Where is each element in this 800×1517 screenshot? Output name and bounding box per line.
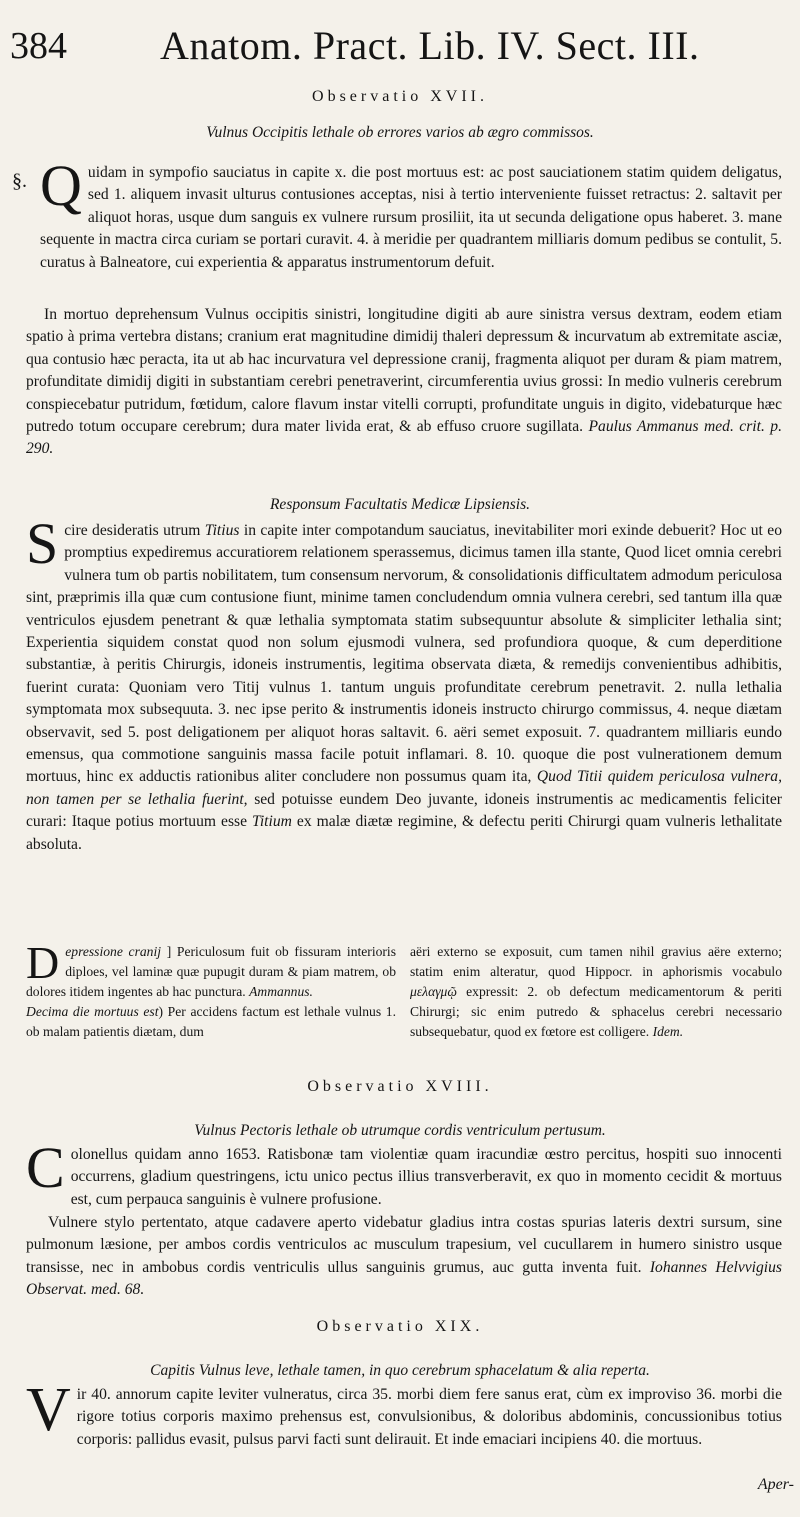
drop-cap: S [26,511,59,576]
paragraph-text: In mortuo deprehensum Vulnus occipitis sinistri, longitudine digiti ab aure sinistra versus dextram, eodem etiam spatio à prima vertebra distans; cranium erat magnitudine dimidij thaleri depressum & incurvatum ab extremitate asciæ, qua contusio hæc peracta, ita ut ab hac incurvatura vel depressione cranij, fragmenta aliquot per duram & piam matrem, profunditate dimidij digiti in substantiam cerebri penetraverint, circumferentia uvius grossi: In medio vulneris cerebrum conspiecebatur putridum, fœtidum, calore flavum instar vitelli corrupti, profunditate unguis in digito, videbaturque hæc putredo totum occupare cerebrum; dura mater livida erat, & ab effuso cruore sugillata. [26,306,782,436]
observation-17-paragraph-1 [40,153,782,274]
observation-17-title: Observatio XVII. [312,88,488,105]
page-header [10,18,790,74]
observation-17-paragraph-2 [26,304,782,461]
drop-cap: Q [40,153,82,218]
responsum-paragraph: Scire desideratis utrum Titius in capite inter compotandum sauciatus, inevitabiliter mori exinde debuerit? Hoc ut eo promptius expediremus accuratiorem relationem sperassemus, dicimus tamen illa stante, Quod licet omnia cerebri vulnera tum ob partis nobilitatem, tum consensum nervorum, & consolidationis difficultatem admodum periculosa sint, præprimis illa quæ cum contusione fiunt, minime tamen concludendum omnia vulnera cerebri, sed tantum illa quæ ventriculos ejusdem penetrant & quæ lethalia symptomata statim subsequuntur absolute & simpliciter lethalia sint; Experientia siquidem constat quod non solum ejusmodi vulnera, sed profundiora quoque, & cum deperditione substantiæ, à peritis Chirurgis, idoneis instrumentis, legitima observata diæta, & remedijs convenientibus adhibitis, fuerint curata: Quoniam vero Titij vulnus 1. tantum unguis profunditate cerebrum penetravit. 2. nulla lethalia symptomata mox subsequuta. 3. nec ipse perito & instrumentis idoneis instructo chirurgo commissus, 4. neque diætam observavit, sed 5. post deligationem per aliquot horas saltavit. 6. aëri semet exposuit. 7. quadrantem milliaris eundo emensus, qua commotione sanguinis massa facile potuit inflamari. 8. 10. quoque die post vulnerationem demum mortuus, hinc ex adductis rationibus aliter concludere non possumus quam ita, Quod Titii quidem periculosa vulnera, non tamen per se lethalia fuerint, sed potuisse eundem Deo juvante, idoneis instrumentis ac medicamentis feliciter curari: Itaque potius mortuum esse Titium ex malæ diætæ regimine, & defectu periti Chirurgi quam vulneris lethalitate absoluta. [26,511,783,853]
drop-cap: D [26,937,60,988]
drop-cap: V [26,1376,71,1444]
observation-18-paragraph-1: Colonellus quidam anno 1653. Ratisbonæ tam violentiæ quam iracundiæ œstro percitus, hospiti suo innocenti occurrens, gladium questringens, ictu unico pectus illius transverberavit, ex quo in momento cecidit & mortuus est, cum perpauca sanguinis è vulnere profusione. [26,1135,782,1208]
running-title: Anatom. Pract. Lib. IV. Sect. III. [160,23,700,68]
section-mark: §. [12,170,27,192]
observation-19-paragraph-1: Vir 40. annorum capite leviter vulneratus, circa 35. morbi diem fere sanus erat, cùm ex improviso 36. morbi die rigore totius corporis maximo prehensus est, convulsionibus, & doloribus abdominis, concussionibus totius corporis: pallidus evasit, pulsus parvi facti sunt delirauit. Et inde emaciari incipiens 40. die mortuus. [26,1376,782,1448]
citation: Iohannes Helvvigius Observat. med. 68. [26,1258,783,1299]
paragraph-text: uidam in sympofio sauciatus in capite x. die post mortuus est: ac post sauciationem statim quidem deligatus, sed 1. aliquem invasit ulturus contusiones acceptas, nisi à tertio interveniente fuisset retractus: 2. saltavit per aliquot horas, usque dum sanguis ex vulnere rursum prosiliit, ita ut secunda deligatione opus haberet. 3. mane sequente in mactra circa curiam se portari curavit. 4. à meridie per quadrantem milliaris domum pedibus se contulit, 5. curatus à Balneatore, cui experientia & apparatus instrumentorum defuit. [40,164,782,271]
observation-18-subtitle: Vulnus Pectoris lethale ob utrumque cordis ventriculum pertusum. [194,1122,606,1139]
citation: Paulus Ammanus med. crit. p. 290. [26,418,783,458]
observation-18-title: Observatio XVIII. [307,1078,493,1095]
note-left-column: Depressione cranij ] Periculosum fuit ob fissuram interioris diploes, vel laminæ quæ pupugit duram & piam matrem, ob dolores itidem ingentes ab hac punctura. Ammannus. Decima die mortuus est) Per accidens factum est lethale vulnus 1. ob malam patientis diætam, dum [26,937,396,1039]
observation-19-title: Observatio XIX. [316,1318,484,1335]
observation-17-subtitle: Vulnus Occipitis lethale ob errores varios ab ægro commissos. [206,124,594,141]
note-right-column: aëri externo se exposuit, cum tamen nihil gravius aëre externo; statim enim alteratur, quod Hippocr. in aphorismis vocabulo μελαγμῷ expressit: 2. ob defectum medicamentorum & periti Chirurgi; sic enim putredo & sphacelus cerebri necessario subsequebatur, quod ex fœtore est colligere. Idem. [410,944,782,1039]
catchword: Aper- [757,1476,794,1493]
observation-19-subtitle: Capitis Vulnus leve, lethale tamen, in quo cerebrum sphacelatum & alia reperta. [150,1362,650,1379]
drop-cap: C [26,1135,65,1200]
responsum-title: Responsum Facultatis Medicæ Lipsiensis. [269,496,531,513]
observation-18-paragraph-2: Vulnere stylo pertentato, atque cadavere aperto videbatur gladius intra costas spurias lateris dextri sursum, sine pulmonum læsione, per ambos cordis ventriculos ac musculum trapesium, vel cucullarem in humero sinistro usque transisse, nec in ambobus cordis ventriculis ullus sanguinis grumus, auc gutta inventa fuit. Iohannes Helvvigius Observat. med. 68. [26,1214,783,1299]
page-number: 384 [10,25,67,67]
